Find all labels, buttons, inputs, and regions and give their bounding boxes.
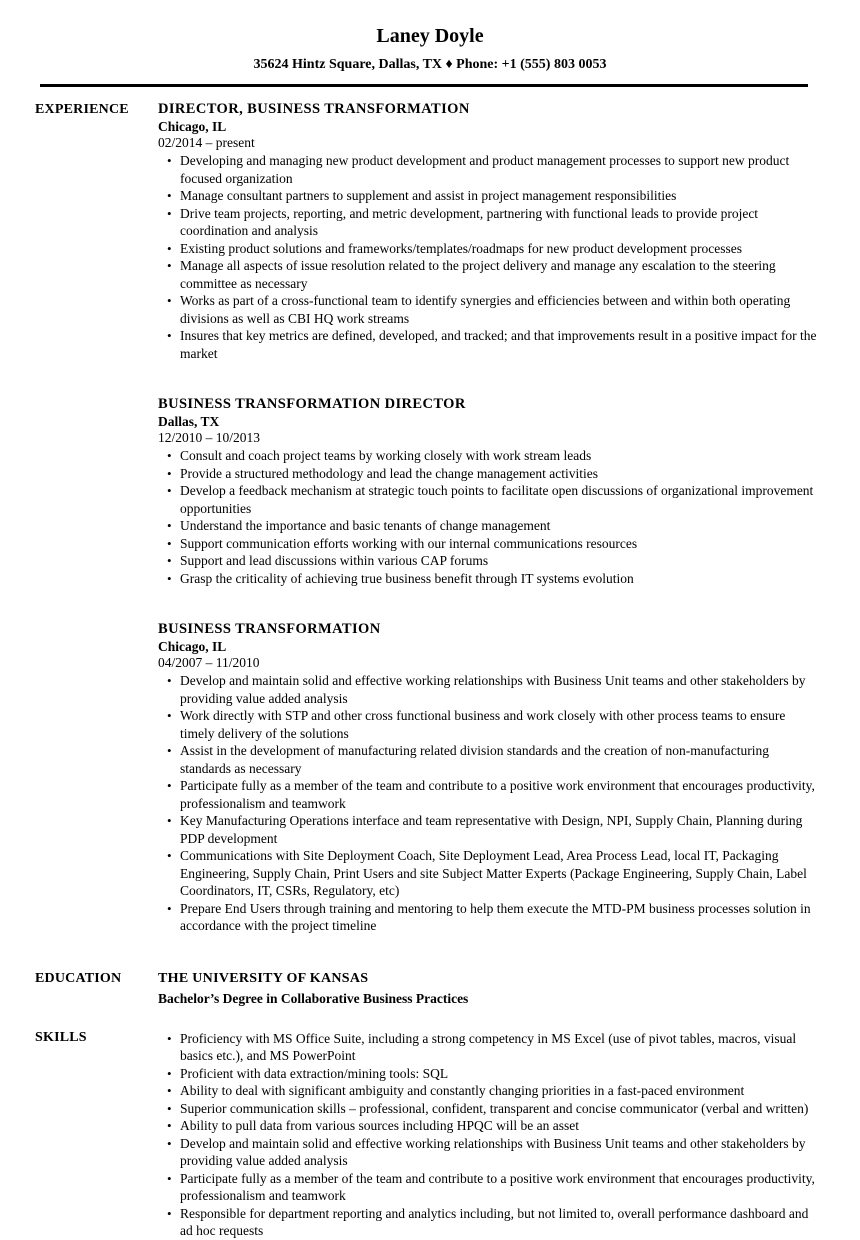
bullet-item	[167, 205, 820, 240]
bullet-item	[167, 1100, 820, 1118]
bullet-text: Assist in the development of manufacturing related division standards and the creation of non-manufacturing standards as necessary	[180, 743, 769, 776]
job-location: Dallas, TX	[158, 414, 220, 429]
bullet-text: Participate fully as a member of the team and contribute to a positive work environment that encourages productivity, professionalism and teamwork	[180, 778, 815, 811]
bullet-item	[167, 1117, 820, 1135]
skills-bullet-list	[158, 1030, 820, 1240]
bullet-item	[167, 847, 820, 900]
bullet-icon: •	[167, 465, 172, 481]
bullet-item	[167, 1065, 820, 1083]
bullet-item	[167, 482, 820, 517]
bullet-icon: •	[167, 1083, 172, 1098]
resume-header	[0, 0, 860, 74]
bullet-icon: •	[167, 553, 172, 568]
school-name: THE UNIVERSITY OF KANSAS	[158, 970, 369, 986]
bullet-icon: •	[167, 535, 172, 551]
job-title: BUSINESS TRANSFORMATION	[158, 621, 381, 637]
bullet-item	[167, 257, 820, 292]
bullet-icon: •	[167, 240, 172, 256]
section-label-education: EDUCATION	[35, 970, 122, 986]
bullet-icon: •	[167, 518, 172, 533]
bullet-icon: •	[167, 258, 172, 273]
job-title: BUSINESS TRANSFORMATION DIRECTOR	[158, 396, 466, 412]
bullet-icon: •	[167, 205, 172, 221]
bullet-text: Proficiency with MS Office Suite, including a strong competency in MS Excel (use of pivot tables, macros, visual basics etc.), and MS PowerPoint	[180, 1030, 797, 1063]
bullet-text: Develop and maintain solid and effective working relationships with Business Unit teams and other stakeholders by providing value added analysis	[180, 673, 806, 706]
bullet-icon: •	[167, 1100, 172, 1116]
bullet-item	[167, 447, 820, 465]
bullet-item	[167, 1030, 820, 1065]
bullet-text: Work directly with STP and other cross functional business and work closely with other process teams to ensure timely delivery of the solutions	[180, 708, 786, 741]
bullet-text: Support and lead discussions within various CAP forums	[180, 553, 489, 568]
bullet-icon: •	[167, 293, 172, 308]
bullet-icon: •	[167, 483, 172, 498]
bullet-icon: •	[167, 1205, 172, 1221]
job-bullet-list	[158, 672, 820, 935]
bullet-icon: •	[167, 448, 172, 463]
bullet-text: Insures that key metrics are defined, developed, and tracked; and that improvements result in a positive impact for the market	[180, 328, 817, 361]
bullet-item	[167, 292, 820, 327]
candidate-name: Laney Doyle	[376, 25, 484, 47]
bullet-item	[167, 777, 820, 812]
bullet-text: Proficient with data extraction/mining tools: SQL	[180, 1065, 449, 1081]
bullet-item	[167, 1135, 820, 1170]
bullet-item	[167, 812, 820, 847]
bullet-icon: •	[167, 328, 172, 343]
job-dates: 02/2014 – present	[158, 135, 255, 150]
bullet-item	[167, 327, 820, 362]
job-bullet-list	[158, 447, 820, 587]
bullet-item	[167, 552, 820, 570]
bullet-text: Works as part of a cross-functional team to identify synergies and efficiencies between and within both operating divisions as well as CBI HQ work streams	[180, 293, 791, 326]
bullet-icon: •	[167, 778, 172, 793]
bullet-item	[167, 240, 820, 258]
bullet-icon: •	[167, 1030, 172, 1046]
bullet-text: Develop and maintain solid and effective working relationships with Business Unit teams and other stakeholders by providing value added analysis	[180, 1135, 806, 1168]
bullet-icon: •	[167, 900, 172, 916]
bullet-icon: •	[167, 1135, 172, 1151]
bullet-text: Ability to pull data from various sources including HPQC will be an asset	[180, 1118, 579, 1133]
bullet-icon: •	[167, 848, 172, 863]
bullet-item	[167, 517, 820, 535]
bullet-item	[167, 1170, 820, 1205]
resume-body	[0, 100, 860, 1240]
bullet-item	[167, 672, 820, 707]
bullet-item	[167, 535, 820, 553]
degree-name: Bachelor’s Degree in Collaborative Business Practices	[158, 990, 469, 1006]
bullet-text: Participate fully as a member of the team and contribute to a positive work environment that encourages productivity, professionalism and teamwork	[180, 1170, 815, 1203]
bullet-text: Support communication efforts working with our internal communications resources	[180, 535, 638, 551]
bullet-text: Manage consultant partners to supplement and assist in project management responsibilities	[180, 188, 677, 203]
job-bullet-list	[158, 152, 820, 362]
bullet-icon: •	[167, 1170, 172, 1186]
job-location: Chicago, IL	[158, 639, 227, 654]
bullet-text: Consult and coach project teams by working closely with work stream leads	[180, 448, 592, 463]
job-location: Chicago, IL	[158, 119, 227, 134]
bullet-item	[167, 187, 820, 205]
bullet-icon: •	[167, 188, 172, 203]
bullet-text: Ability to deal with significant ambiguity and constantly changing priorities in a fast-paced environment	[180, 1083, 745, 1098]
bullet-text: Manage all aspects of issue resolution related to the project delivery and manage any escalation to the steering committee as necessary	[180, 258, 776, 291]
experience-content	[158, 100, 820, 935]
bullet-icon: •	[167, 153, 172, 168]
bullet-icon: •	[167, 743, 172, 758]
bullet-text: Key Manufacturing Operations interface and team representative with Design, NPI, Supply Chain, Planning during PDP development	[180, 813, 803, 846]
bullet-item	[167, 1205, 820, 1240]
section-label-skills: SKILLS	[35, 1029, 87, 1045]
bullet-item	[167, 742, 820, 777]
bullet-item	[167, 465, 820, 483]
contact-line: 35624 Hintz Square, Dallas, TX ♦ Phone: +1 (555) 803 0053	[253, 57, 607, 72]
header-divider	[40, 84, 808, 87]
job-entry-2	[158, 395, 820, 587]
bullet-icon: •	[167, 813, 172, 828]
bullet-text: Understand the importance and basic tenants of change management	[180, 518, 551, 533]
bullet-text: Communications with Site Deployment Coach, Site Deployment Lead, Area Process Lead, local IT, Packaging Engineering, Supply Chain, Print Users and site Subject Matter Experts (Package Engineering, Supply Chain, Label Coordinators, IT, CSRs, Regulatory, etc)	[180, 848, 807, 898]
job-entry-1	[158, 100, 820, 362]
job-title: DIRECTOR, BUSINESS TRANSFORMATION	[158, 101, 470, 117]
bullet-icon: •	[167, 673, 172, 688]
education-content	[158, 969, 820, 1008]
bullet-text: Responsible for department reporting and analytics including, but not limited to, overall performance dashboard and ad hoc requests	[180, 1205, 809, 1238]
bullet-text: Existing product solutions and frameworks/templates/roadmaps for new product development processes	[180, 240, 742, 256]
bullet-text: Grasp the criticality of achieving true business benefit through IT systems evolution	[180, 570, 634, 586]
job-dates: 04/2007 – 11/2010	[158, 655, 260, 670]
bullet-icon: •	[167, 570, 172, 586]
bullet-item	[167, 707, 820, 742]
skills-content	[158, 1028, 820, 1240]
bullet-text: Prepare End Users through training and mentoring to help them execute the MTD-PM business processes solution in accordance with the project timeline	[180, 900, 811, 933]
bullet-item	[167, 570, 820, 588]
bullet-item	[167, 152, 820, 187]
bullet-icon: •	[167, 1065, 172, 1081]
bullet-icon: •	[167, 708, 172, 723]
bullet-item	[167, 900, 820, 935]
bullet-text: Provide a structured methodology and lead the change management activities	[180, 465, 598, 481]
section-label-experience: EXPERIENCE	[35, 102, 129, 117]
bullet-item	[167, 1082, 820, 1100]
skills-section	[35, 1028, 820, 1240]
bullet-text: Developing and managing new product development and product management processes to support new product focused organization	[180, 153, 790, 186]
experience-section	[35, 100, 820, 935]
bullet-text: Drive team projects, reporting, and metric development, partnering with functional leads to provide project coordination and analysis	[180, 205, 759, 238]
job-entry-3	[158, 620, 820, 935]
bullet-text: Develop a feedback mechanism at strategic touch points to facilitate open discussions of organizational improvement opportunities	[180, 483, 814, 516]
education-section	[35, 969, 820, 1008]
bullet-text: Superior communication skills – professional, confident, transparent and concise communicator (verbal and written)	[180, 1100, 809, 1116]
bullet-icon: •	[167, 1118, 172, 1133]
job-dates: 12/2010 – 10/2013	[158, 430, 261, 445]
